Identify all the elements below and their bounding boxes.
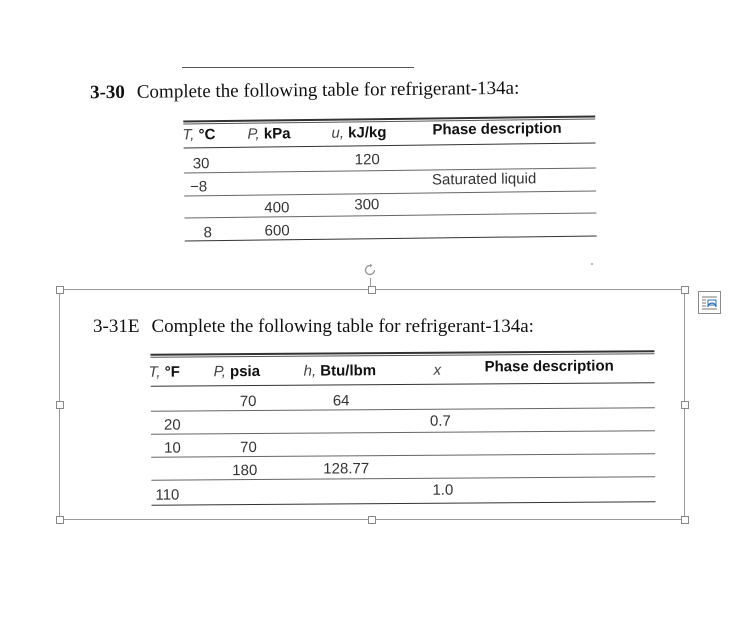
resize-handle-bottom-center[interactable] <box>368 516 376 524</box>
problem-number: 3-30 <box>89 81 125 104</box>
table-cell: Saturated liquid <box>431 170 537 189</box>
table-cell: 600 <box>264 222 290 240</box>
col-header-temperature: T, °F <box>148 363 180 381</box>
table-cell: 8 <box>203 224 213 242</box>
col-header-energy: u, kJ/kg <box>331 124 387 142</box>
table-cell: 20 <box>163 416 181 434</box>
problem-text: Complete the following table for refrigerant-134a: <box>151 316 534 337</box>
col-header-phase: Phase description <box>432 119 562 139</box>
resize-handle-top-right[interactable] <box>681 286 689 294</box>
table-cell: 128.77 <box>323 460 370 478</box>
table-cell: 10 <box>164 439 181 457</box>
col-header-pressure: P, psia <box>213 362 261 381</box>
top-rule <box>182 67 414 68</box>
rotate-handle-icon[interactable] <box>362 262 378 278</box>
table-cell: 300 <box>354 196 380 214</box>
problem-text: Complete the following table for refrigerant-134a: <box>136 77 520 103</box>
col-header-temperature: T, °C <box>182 126 216 144</box>
problem-number: 3-31E <box>93 316 140 337</box>
col-header-pressure: P, kPa <box>247 125 291 143</box>
resize-handle-bottom-right[interactable] <box>681 516 689 524</box>
table-cell: −8 <box>189 178 208 196</box>
col-header-quality: x <box>433 361 442 379</box>
table-cell: 0.7 <box>429 412 451 430</box>
problem-title <box>90 78 520 104</box>
table-cell: 120 <box>354 151 380 169</box>
table-cell: 1.0 <box>432 481 454 499</box>
table-cell: 64 <box>332 392 350 410</box>
resize-handle-bottom-left[interactable] <box>56 516 64 524</box>
scan-speck <box>591 263 593 265</box>
col-header-phase: Phase description <box>484 357 614 376</box>
col-header-enthalpy: h, Btu/lbm <box>303 362 377 380</box>
resize-handle-top-center[interactable] <box>368 286 376 294</box>
table-cell: 180 <box>232 461 258 480</box>
resize-handle-middle-left[interactable] <box>56 401 64 409</box>
table-cell: 30 <box>192 155 210 173</box>
table-cell: 70 <box>239 393 257 411</box>
problem-title <box>93 316 534 338</box>
resize-handle-top-left[interactable] <box>56 286 64 294</box>
layout-options-icon[interactable] <box>698 291 721 314</box>
table-cell: 70 <box>240 439 257 457</box>
resize-handle-middle-right[interactable] <box>681 401 689 409</box>
table-cell: 400 <box>264 199 290 217</box>
table-cell: 110 <box>155 486 180 504</box>
